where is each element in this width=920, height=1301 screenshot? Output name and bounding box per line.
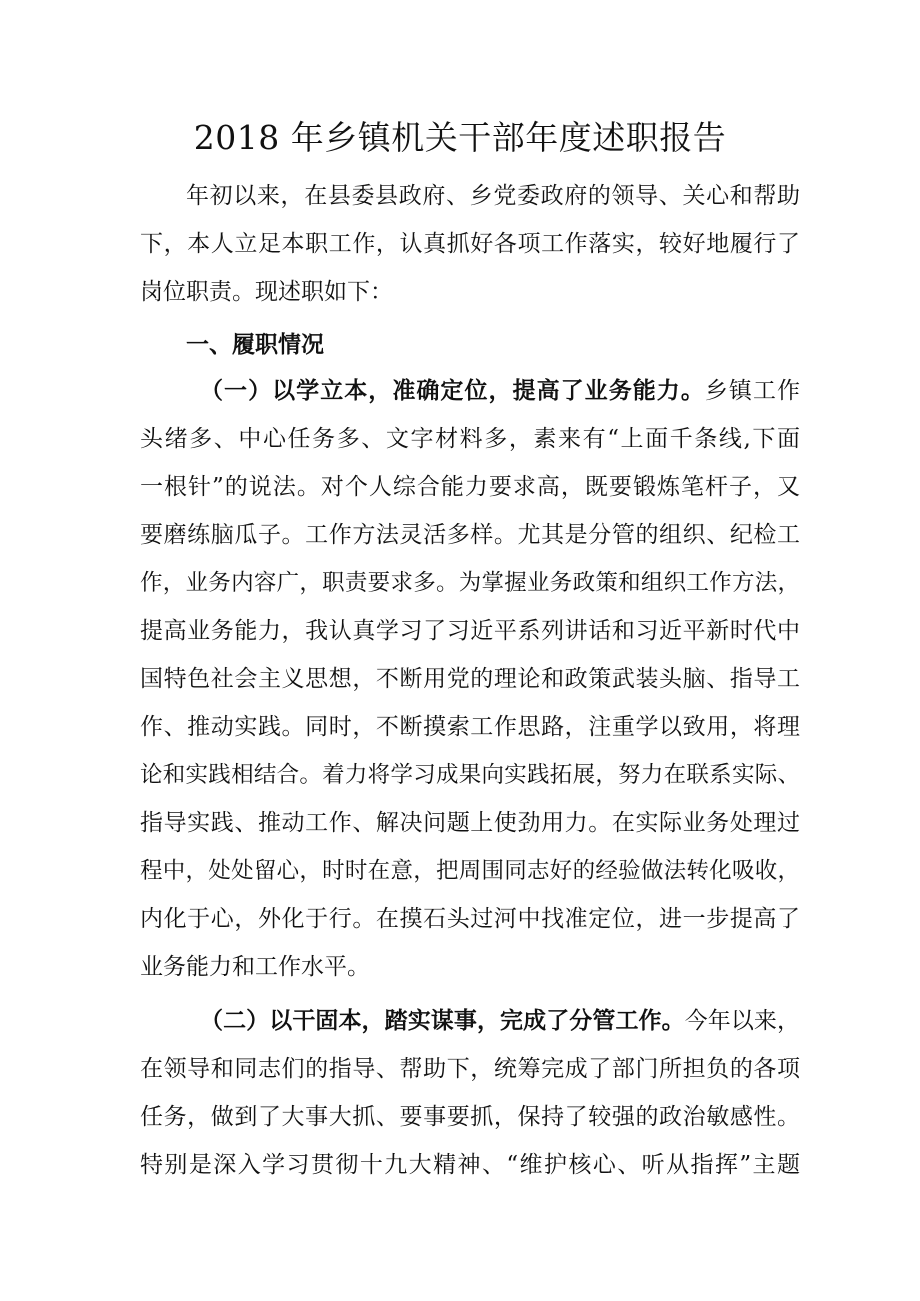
section-heading: 一、履职情况	[186, 332, 324, 358]
paragraph-line: 指导实践、推动工作、解决问题上使劲用力。在实际业务处理过	[140, 810, 800, 836]
paragraph-line: 头绪多、中心任务多、文字材料多，素来有“上面千条线,下面	[140, 426, 800, 452]
paragraph-line: 提高业务能力，我认真学习了习近平系列讲话和习近平新时代中	[140, 618, 800, 644]
paragraph-line: 要磨练脑瓜子。工作方法灵活多样。尤其是分管的组织、纪检工	[140, 522, 800, 548]
paragraph-line: 任务，做到了大事大抓、要事要抓，保持了较强的政治敏感性。	[140, 1104, 800, 1130]
intro-line: 岗位职责。现述职如下：	[140, 279, 393, 305]
paragraph-line: 在领导和同志们的指导、帮助下，统筹完成了部门所担负的各项	[140, 1056, 800, 1082]
subsection-heading: （二）以干固本，踏实谋事，完成了分管工作。	[200, 1008, 685, 1034]
paragraph-text: 今年以来，	[684, 1008, 801, 1034]
paragraph-line: 内化于心，外化于行。在摸石头过河中找准定位，进一步提高了	[140, 906, 800, 932]
subsection-heading: （一）以学立本，准确定位，提高了业务能力。	[200, 378, 705, 404]
paragraph-line: 作、推动实践。同时，不断摸索工作思路，注重学以致用，将理	[140, 714, 800, 740]
document-title: 2018 年乡镇机关干部年度述职报告	[193, 118, 727, 157]
paragraph-line	[200, 367, 800, 415]
paragraph-line: 论和实践相结合。着力将学习成果向实践拓展，努力在联系实际、	[140, 762, 800, 788]
paragraph-line: 程中，处处留心，时时在意，把周围同志好的经验做法转化吸收，	[140, 858, 800, 884]
paragraph-line	[200, 997, 800, 1045]
intro-line: 年初以来，在县委县政府、乡党委政府的领导、关心和帮助	[186, 183, 800, 209]
paragraph-line: 一根针”的说法。对个人综合能力要求高，既要锻炼笔杆子，又	[140, 474, 800, 500]
intro-line: 下，本人立足本职工作，认真抓好各项工作落实，较好地履行了	[140, 231, 800, 257]
paragraph-text: 乡镇工作	[704, 378, 801, 404]
paragraph-line: 国特色社会主义思想，不断用党的理论和政策武装头脑、指导工	[140, 666, 800, 692]
paragraph-line: 业务能力和工作水平。	[140, 954, 370, 980]
paragraph-line: 特别是深入学习贯彻十九大精神、“维护核心、听从指挥”主题	[140, 1152, 800, 1178]
paragraph-line: 作，业务内容广，职责要求多。为掌握业务政策和组织工作方法，	[140, 570, 800, 596]
